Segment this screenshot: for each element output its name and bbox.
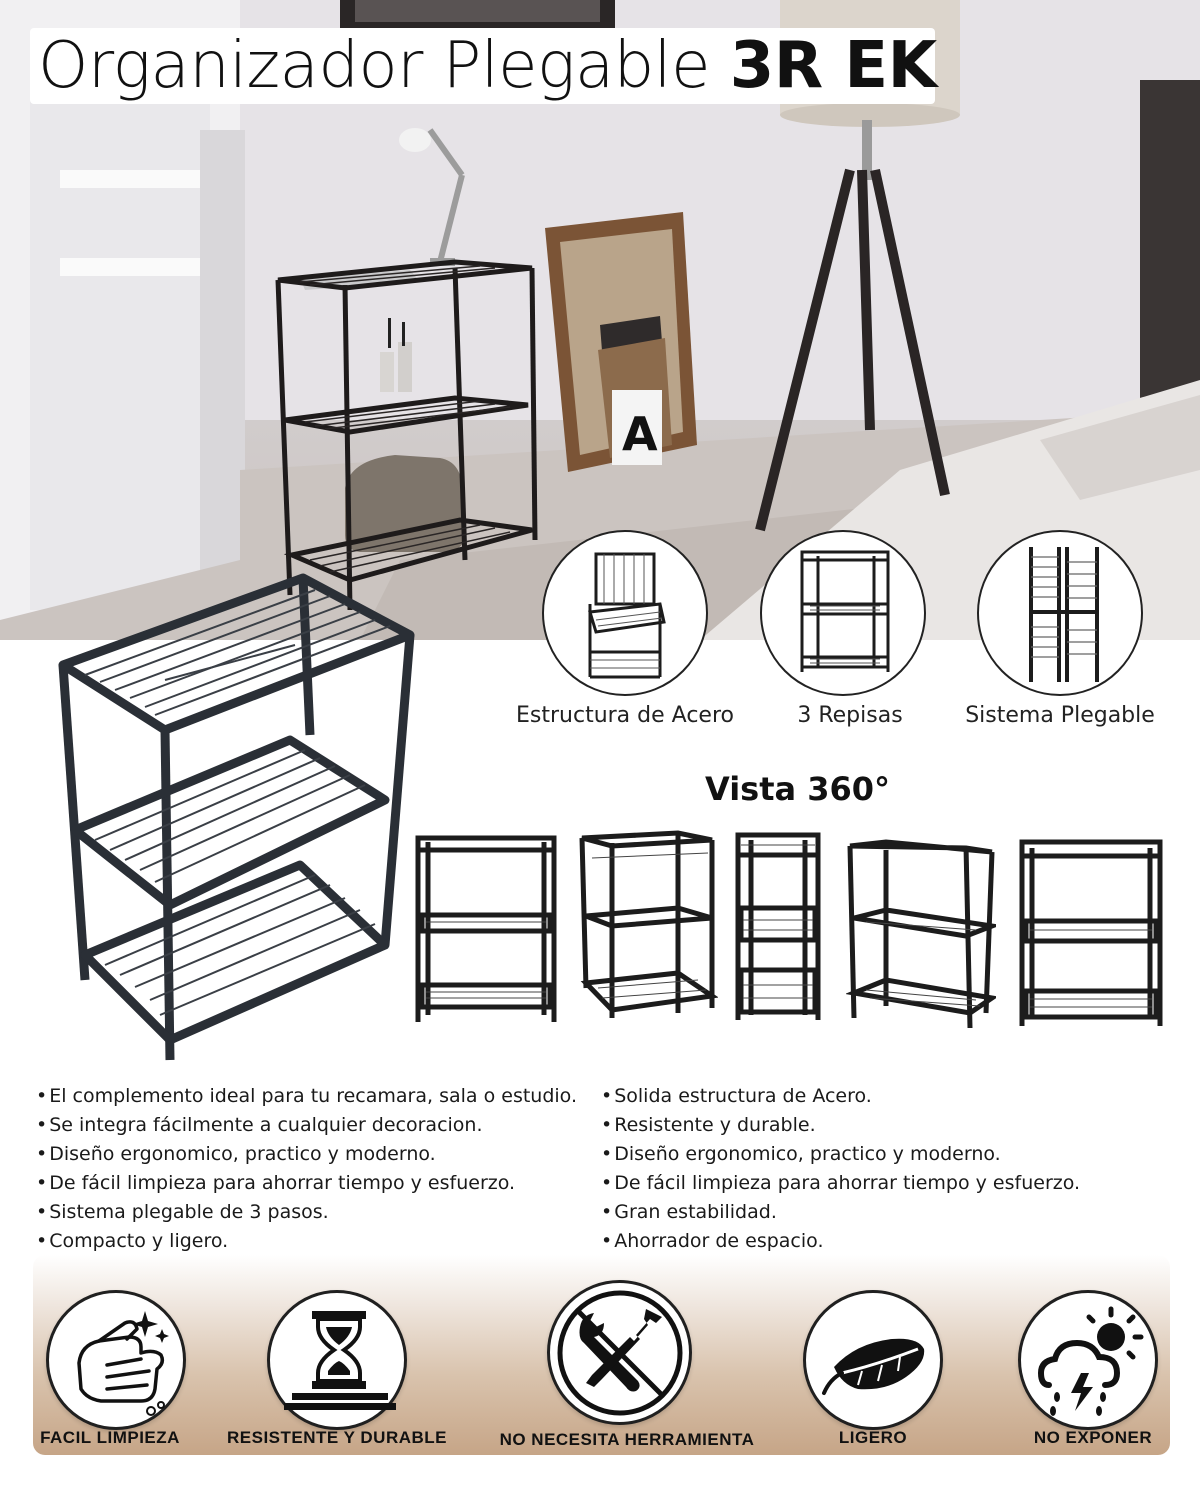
list-item: • El complemento ideal para tu recamara, sala o estudio. <box>36 1082 577 1111</box>
no-tools-icon <box>550 1283 690 1423</box>
badge-circle-light <box>803 1290 943 1430</box>
feature-label-shelves: 3 Repisas <box>797 703 903 728</box>
title-model: 3R EK <box>729 29 937 103</box>
unfolding-rack-icon <box>544 532 708 696</box>
feather-icon <box>806 1293 946 1433</box>
list-item: • Sistema plegable de 3 pasos. <box>36 1198 577 1227</box>
rack-view-front <box>412 830 560 1025</box>
list-item: • De fácil limpieza para ahorrar tiempo y esfuerzo. <box>601 1169 1080 1198</box>
list-item: • Gran estabilidad. <box>601 1198 1080 1227</box>
rack-view-rear <box>1016 836 1166 1031</box>
list-item: • Resistente y durable. <box>601 1111 1080 1140</box>
list-item: • Solida estructura de Acero. <box>601 1082 1080 1111</box>
badge-label-light: LIGERO <box>838 1428 908 1447</box>
list-item: • Compacto y ligero. <box>36 1227 577 1256</box>
svg-text:A: A <box>622 407 658 461</box>
badge-circle-durable <box>267 1290 407 1430</box>
badge-circle-no-tools <box>547 1280 692 1425</box>
badge-circle-cleaning <box>46 1290 186 1430</box>
list-item: • De fácil limpieza para ahorrar tiempo y esfuerzo. <box>36 1169 577 1198</box>
folded-rack-icon <box>979 532 1143 696</box>
bullet-list-left <box>36 1082 577 1256</box>
list-item: • Diseño ergonomico, practico y moderno. <box>36 1140 577 1169</box>
feature-label-folding: Sistema Plegable <box>965 703 1155 728</box>
badge-label-no-expose: NO EXPONER <box>1033 1428 1153 1447</box>
feature-circle-folding <box>977 530 1143 696</box>
page-title <box>38 26 937 106</box>
list-item: • Diseño ergonomico, practico y moderno. <box>601 1140 1080 1169</box>
rack-view-back-angle <box>846 838 996 1030</box>
list-item: • Se integra fácilmente a cualquier decoracion. <box>36 1111 577 1140</box>
feature-circle-structure <box>542 530 708 696</box>
badge-circle-no-expose <box>1018 1290 1158 1430</box>
badge-label-cleaning: FACIL LIMPIEZA <box>40 1428 180 1447</box>
bullet-list-right <box>601 1082 1080 1256</box>
feature-label-structure: Estructura de Acero <box>516 703 734 728</box>
three-shelf-rack-icon <box>762 532 926 696</box>
badge-label-no-tools: NO NECESITA HERRAMIENTA <box>499 1430 755 1449</box>
hourglass-icon <box>270 1293 410 1433</box>
feature-circle-shelves <box>760 530 926 696</box>
cleaning-hand-icon <box>49 1293 189 1433</box>
rack-view-side <box>733 830 823 1025</box>
list-item: • Ahorrador de espacio. <box>601 1227 1080 1256</box>
main-product-image <box>45 560 430 1070</box>
vista-360-title: Vista 360° <box>705 770 891 808</box>
weather-icon <box>1021 1293 1161 1433</box>
rack-view-angle <box>578 828 718 1023</box>
badge-label-durable: RESISTENTE Y DURABLE <box>226 1428 448 1447</box>
title-light: Organizador Plegable <box>38 29 710 103</box>
